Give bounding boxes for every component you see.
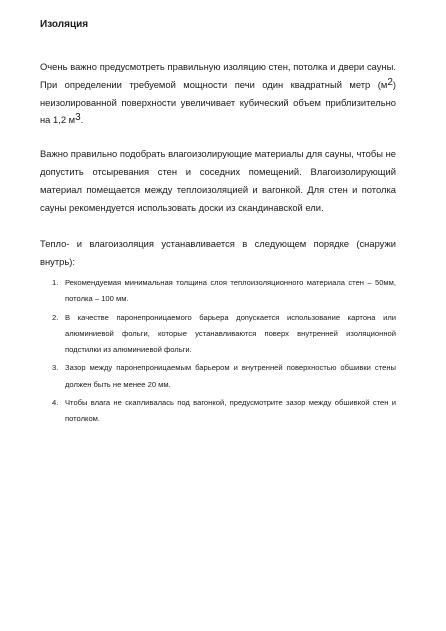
paragraph-insulation-importance: [40, 58, 396, 129]
list-item-number: 1.: [52, 277, 59, 287]
list-item-text: Зазор между паронепроницаемым барьером и внутренней поверхностью обшивки стены должен быть не менее 20 мм.: [65, 363, 396, 389]
list-item: [52, 360, 396, 393]
list-item: [52, 275, 396, 308]
superscript-cubic: 3: [75, 112, 81, 124]
paragraph-order-intro: Тепло- и влагоизоляция устанавливается в следующем порядке (снаружи внутрь):: [40, 238, 396, 268]
list-item-number: 2.: [52, 312, 59, 322]
document-page: [40, 18, 396, 430]
superscript-square: 2: [387, 76, 393, 88]
section-title: Изоляция: [40, 19, 89, 30]
list-item-text: Рекомендуемая минимальная толщина слоя теплоизоляционного материала стен – 50мм, потолка – 100 мм.: [65, 277, 396, 304]
list-item-text: В качестве паронепроницаемого барьера допускается использование картона или алюминиевой фольги, которые устанавливаются поверх внутренней изоляционной подстилки из алюминиевой фольги.: [65, 312, 396, 355]
list-item-number: 4.: [52, 398, 59, 408]
list-item: [52, 310, 396, 359]
list-item-number: 3.: [52, 363, 59, 373]
list-item: [52, 395, 396, 428]
para1-text-start: Очень важно предусмотреть правильную изоляцию стен, потолка и двери сауны. При определении требуемой мощности печи один квадратный метр (м: [40, 61, 396, 90]
paragraph-moisture-insulation: Важно правильно подобрать влагоизолирующие материалы для сауны, чтобы не допустить отсыревания стен и соседних помещений. Влагоизолирующий материал помещается между теплоизоляцией и вагонкой. Для стен и потолка сауны рекомендуется использовать доски из скандинавской ели.: [40, 148, 396, 213]
para1-text-end: .: [80, 114, 84, 126]
insulation-steps-list: [40, 275, 396, 428]
para1-text-mid: ) неизолированной поверхности увеличивает кубический объем приблизительно на 1,2 м: [40, 78, 396, 126]
list-item-text: Чтобы влага не скапливалась под вагонкой, предусмотрите зазор между обшивкой стен и потолком.: [65, 398, 396, 424]
